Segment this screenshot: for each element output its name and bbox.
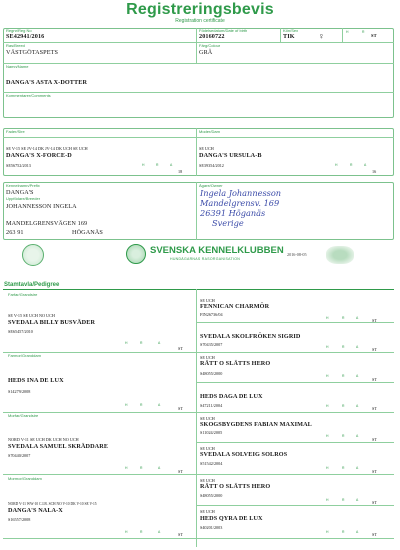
mf-label: Morfar/Grandsire bbox=[8, 413, 39, 418]
mmf-reg: S48055/2000 bbox=[200, 493, 223, 498]
mmm-titles: SE UCH bbox=[200, 509, 215, 514]
owner-line-2: Mandelgrensv. 169 bbox=[200, 198, 280, 208]
dam-score: 16 bbox=[372, 169, 377, 174]
fff-titles: SE UCH bbox=[200, 298, 215, 303]
club-subtitle: HUNDÄGARNAS RASORGANISATION bbox=[170, 257, 241, 261]
fmf-st: ST bbox=[372, 377, 377, 382]
ff-label: Farfar/Grandsire bbox=[8, 292, 38, 297]
mm-label: Mormor/Granddam bbox=[8, 476, 42, 481]
document-title: Registreringsbevis bbox=[126, 1, 274, 18]
breeder-address: MANDELGRENSVÄGEN 169 bbox=[6, 220, 88, 227]
document-subtitle: Registration certificate bbox=[175, 18, 225, 24]
ffm-reg: S70435/2007 bbox=[200, 342, 223, 347]
dam-name: DANGA'S URSULA-B bbox=[199, 152, 262, 159]
fmm-reg: S47211/2004 bbox=[200, 403, 223, 408]
fmf-name: RÄTT O SLÄTTS HERO bbox=[200, 360, 271, 367]
female-symbol: ♀ bbox=[318, 31, 325, 41]
mfm-titles: SE UCH bbox=[200, 446, 215, 451]
ffm-st: ST bbox=[372, 347, 377, 352]
fmf-titles: SE UCH bbox=[200, 355, 215, 360]
mmm-reg: S40201/2003 bbox=[200, 525, 223, 530]
breeder-label: Uppfödare/Breeder bbox=[6, 196, 41, 201]
fm-reg: S14279/2008 bbox=[8, 389, 31, 394]
sire-label: Fader/Sire bbox=[6, 129, 25, 134]
comments-label: Kommentarer/Comments bbox=[6, 93, 51, 98]
breeder-city: HÖGANÄS bbox=[72, 229, 103, 236]
ffm-name: SVEDALA SKOLFRÖKEN SIGRID bbox=[200, 333, 301, 340]
mmm-st: ST bbox=[372, 532, 377, 537]
birth-label: Födelsedatum/Date of birth bbox=[199, 28, 248, 33]
mf-name: SVEDALA SAMUEL SKRÄDDARE bbox=[8, 443, 109, 450]
club-name: SVENSKA KENNELKLUBBEN bbox=[150, 245, 284, 256]
mmm-name: HEDS QYRA DE LUX bbox=[200, 515, 263, 522]
color-value: GRÅ bbox=[199, 49, 213, 56]
ff-reg: SE65457/2010 bbox=[8, 329, 33, 334]
breeder-postal: 263 91 bbox=[6, 229, 24, 236]
kennel-label: Kennelnamn/Prefix bbox=[6, 183, 40, 188]
dam-reg: SE39354/2012 bbox=[199, 163, 224, 168]
reg-number: SE42941/2016 bbox=[6, 33, 45, 40]
breed-label: Ras/Breed bbox=[6, 43, 25, 48]
fff-reg: FIN26736/04 bbox=[200, 312, 223, 317]
color-label: Färg/Colour bbox=[199, 43, 221, 48]
mf-st: ST bbox=[178, 469, 183, 474]
dam-label: Moder/Dam bbox=[199, 129, 220, 134]
name-label: Namn/Name bbox=[6, 64, 29, 69]
kennel-prefix: DANGA'S bbox=[6, 189, 34, 196]
mm-name: DANGA'S NALA-X bbox=[8, 507, 63, 514]
fm-name: HEDS INA DE LUX bbox=[8, 377, 64, 384]
skk-logo-icon bbox=[126, 244, 146, 264]
kennel-box bbox=[3, 182, 394, 240]
reg-label: Regnr/Reg No bbox=[6, 28, 32, 33]
mmf-name: RÄTT O SLÄTTS HERO bbox=[200, 483, 271, 490]
world-map-icon bbox=[326, 246, 354, 264]
mff-reg: S11024/2005 bbox=[200, 430, 223, 435]
fff-st: ST bbox=[372, 318, 377, 323]
ff-titles: SE V-15 SE UCH NO UCH bbox=[8, 313, 55, 318]
owner-line-1: Ingela Johannesson bbox=[200, 188, 282, 198]
mfm-name: SVEDALA SOLVEIG SOLROS bbox=[200, 451, 288, 458]
mm-st: ST bbox=[178, 532, 183, 537]
fmm-st: ST bbox=[372, 406, 377, 411]
mm-reg: S16557/2008 bbox=[8, 517, 31, 522]
mff-st: ST bbox=[372, 437, 377, 442]
sire-score: 18 bbox=[178, 169, 183, 174]
mf-titles: NORD V-11 SE UCH DK UCH NO UCH bbox=[8, 437, 79, 442]
mf-reg: S70440/2007 bbox=[8, 453, 31, 458]
sire-titles: SE V-15 SE JV-14 DK JV-14 DK UCH SE UCH bbox=[6, 146, 88, 151]
sire-reg: SE56752/2013 bbox=[6, 163, 31, 168]
fmm-name: HEDS DAGA DE LUX bbox=[200, 393, 263, 400]
mfm-st: ST bbox=[372, 469, 377, 474]
ff-name: SVEDALA BILLY BUSVÄDER bbox=[8, 319, 96, 326]
mmf-titles: SE UCH bbox=[200, 478, 215, 483]
st-mark: ST bbox=[371, 33, 377, 38]
breeder-name: JOHANNESSON INGELA bbox=[6, 203, 77, 210]
pedigree-heading: Stamtavla/Pedigree bbox=[4, 282, 60, 288]
owner-line-4: Sverige bbox=[212, 218, 244, 228]
breed-value: VÄSTGÖTASPETS bbox=[6, 49, 59, 56]
mfm-reg: S51542/2004 bbox=[200, 461, 223, 466]
fmf-reg: S48055/2000 bbox=[200, 371, 223, 376]
mff-name: SKOGSBYGDENS FABIAN MAXIMAL bbox=[200, 421, 312, 428]
fm-st: ST bbox=[178, 406, 183, 411]
dog-name: DANGA'S ASTA X-DOTTER bbox=[6, 79, 88, 86]
sire-name: DANGA'S X-FORCE-D bbox=[6, 152, 72, 159]
sex-value: TIK bbox=[283, 33, 295, 40]
issue-date: 2016-08-05 bbox=[287, 252, 307, 257]
owner-line-3: 26391 Höganäs bbox=[200, 208, 266, 218]
owner-label: Ägare/Owner bbox=[199, 183, 223, 188]
fff-name: FENNICAN CHARMÖR bbox=[200, 303, 270, 310]
fci-emblem bbox=[22, 244, 44, 266]
mm-titles: NORD V-11 WW-10 C.I.B. SCH NO V-10 DK V-10 SE V-15 bbox=[8, 502, 97, 506]
dam-titles: SE UCH bbox=[199, 146, 214, 151]
mff-titles: SE UCH bbox=[200, 416, 215, 421]
fm-label: Farmor/Granddam bbox=[8, 353, 41, 358]
birth-date: 20160722 bbox=[199, 33, 225, 40]
ff-st: ST bbox=[178, 346, 183, 351]
sex-label: Kön/Sex bbox=[283, 28, 299, 33]
mmf-st: ST bbox=[372, 500, 377, 505]
